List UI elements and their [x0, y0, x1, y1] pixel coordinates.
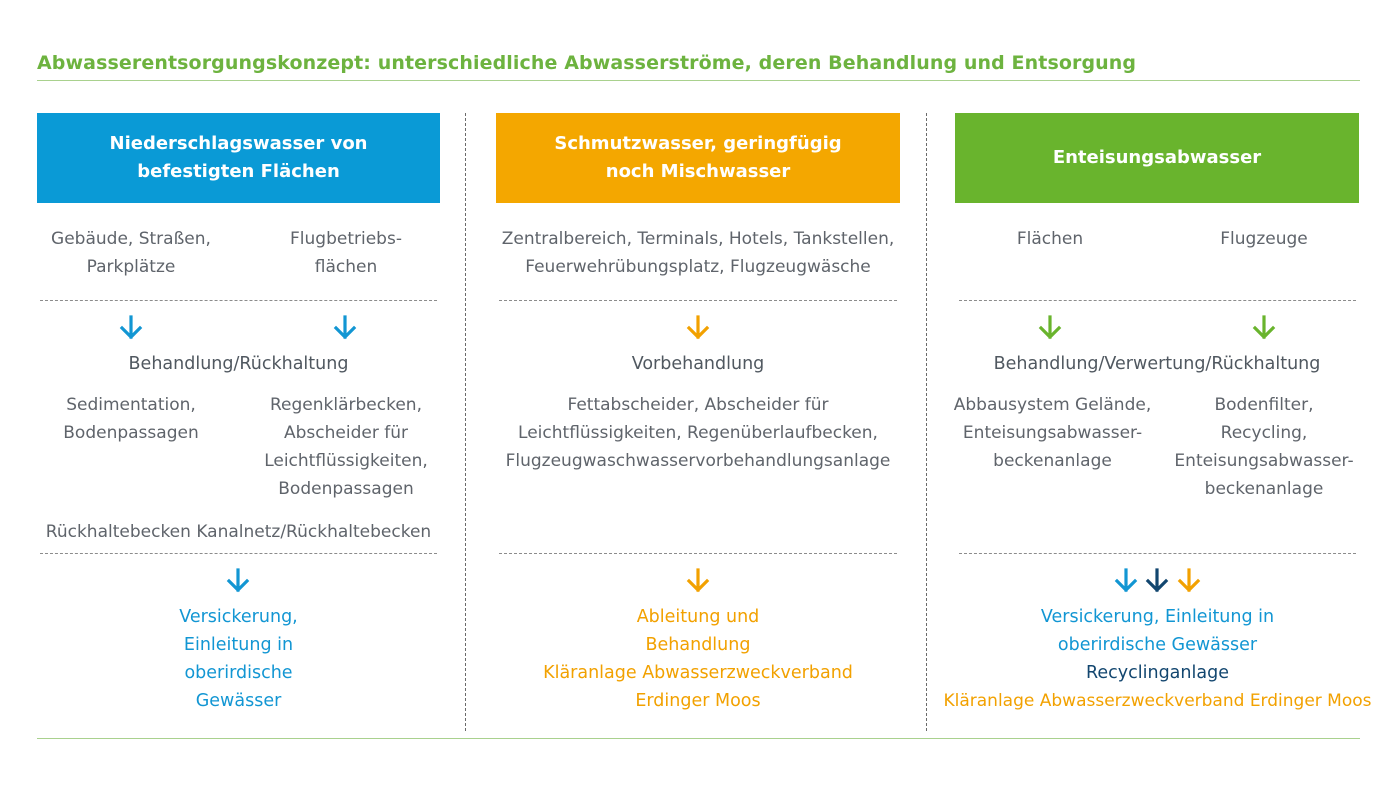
down-arrow-icon	[1112, 567, 1140, 595]
source-gebaeude: Gebäude, Straßen, Parkplätze	[51, 229, 211, 277]
separator-col2-bottom	[499, 553, 897, 554]
source-flugzeuge: Flugzeuge	[1220, 229, 1308, 249]
treatment-label-col2: Vorbehandlung	[631, 354, 765, 374]
separator-col1-bottom	[40, 553, 437, 554]
treatment-fettabscheider: Fettabscheider, Abscheider für Leichtflüssigkeiten, Regenüberlaufbecken, Flugzeugwaschwasservorbehandlungsanlage	[505, 395, 891, 471]
separator-col2-top	[499, 300, 897, 301]
outcome-col3-versickerung: Versickerung, Einleitung in oberirdische Gewässer	[1040, 607, 1275, 655]
column-divider-1	[465, 113, 466, 731]
treatment-sedimentation: Sedimentation, Bodenpassagen	[63, 395, 199, 443]
down-arrow-icon	[684, 314, 712, 342]
bottom-rule	[37, 738, 1360, 739]
down-arrow-icon	[117, 314, 145, 342]
down-arrow-icon	[331, 314, 359, 342]
down-arrow-icon	[1250, 314, 1278, 342]
outcome-col3-recycling: Recyclinganlage	[1086, 663, 1229, 683]
separator-col3-bottom	[959, 553, 1356, 554]
retention-text: Rückhaltebecken Kanalnetz/Rückhaltebecken	[45, 522, 432, 542]
outcome-col3-klaeranlage: Kläranlage Abwasserzweckverband Erdinger Moos	[943, 691, 1372, 711]
source-flaechen: Flächen	[1016, 229, 1084, 249]
down-arrow-icon	[1175, 567, 1203, 595]
treatment-label-col3: Behandlung/Verwertung/Rückhaltung	[993, 354, 1321, 374]
outcome-col2: Ableitung und Behandlung Kläranlage Abwasserzweckverband Erdinger Moos	[543, 607, 853, 711]
title-underline	[37, 80, 1360, 81]
down-arrow-icon	[684, 567, 712, 595]
header-enteisungsabwasser: Enteisungsabwasser	[955, 113, 1359, 203]
header-schmutzwasser: Schmutzwasser, geringfügig noch Mischwasser	[496, 113, 900, 203]
treatment-label-col1: Behandlung/Rückhaltung	[128, 354, 349, 374]
source-zentralbereich: Zentralbereich, Terminals, Hotels, Tankstellen, Feuerwehrübungsplatz, Flugzeugwäsche	[501, 229, 895, 277]
treatment-regenklaerbecken: Regenklärbecken, Abscheider für Leichtflüssigkeiten, Bodenpassagen	[264, 395, 428, 499]
header-niederschlagswasser: Niederschlagswasser von befestigten Flächen	[37, 113, 440, 203]
down-arrow-icon	[1143, 567, 1171, 595]
down-arrow-icon	[224, 567, 252, 595]
diagram-title: Abwasserentsorgungskonzept: unterschiedliche Abwasserströme, deren Behandlung und Entsorgung	[37, 52, 1137, 74]
source-flugbetriebsflaechen: Flugbetriebs- flächen	[290, 229, 402, 277]
separator-col1-top	[40, 300, 437, 301]
outcome-col1: Versickerung, Einleitung in oberirdische Gewässer	[179, 607, 298, 711]
separator-col3-top	[959, 300, 1356, 301]
treatment-abbausystem: Abbausystem Gelände, Enteisungsabwasser- beckenanlage	[953, 395, 1152, 471]
column-divider-2	[926, 113, 927, 731]
treatment-bodenfilter: Bodenfilter, Recycling, Enteisungsabwasser- beckenanlage	[1174, 395, 1354, 499]
down-arrow-icon	[1036, 314, 1064, 342]
